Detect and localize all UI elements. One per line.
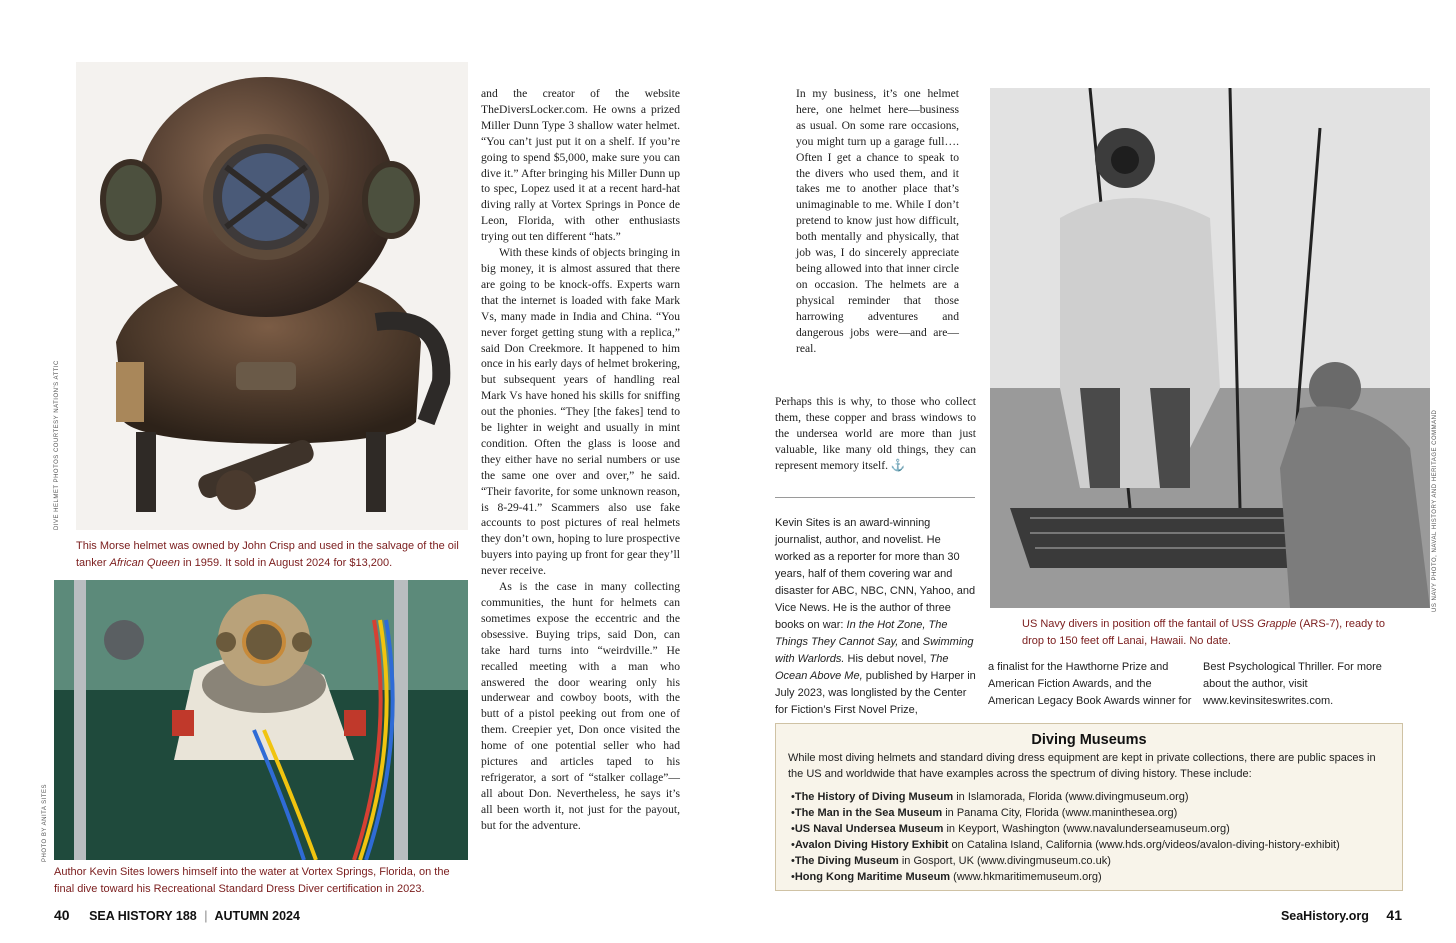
left-footer bbox=[54, 907, 300, 923]
navy-divers-illustration bbox=[990, 88, 1430, 608]
author-bio-col3: Best Psychological Thriller. For more about the author, visit www.kevinsiteswrites.com. bbox=[1203, 661, 1382, 707]
author-dive-illustration bbox=[54, 580, 468, 860]
helmet-quote: In my business, it’s one helmet here, one helmet here—business as usual. On some rare occasions, you might turn up a garage full…. Often I get a chance to speak to the divers who used them, and it takes me to another place that’s unimaginable to me. While I don’t pretend to know just how difficult, both mentally and physically, that job was, I do sincerely appreciate being allowed into that inner circle on occasion. The helmets are a physical reminder that those harrowing adventures and dangerous jobs were—and are—real. bbox=[796, 87, 959, 355]
museum-item: •The Man in the Sea Museum in Panama City, Florida (www.maninthesea.org) bbox=[791, 807, 1178, 819]
photo3-credit: US NAVY PHOTO, NAVAL HISTORY AND HERITAGE COMMAND bbox=[1432, 409, 1438, 612]
anchor-icon: ⚓ bbox=[890, 458, 906, 472]
photo1-credit: DIVE HELMET PHOTOS COURTESY NATION'S ATTIC bbox=[54, 360, 60, 530]
author-bio-col2: a finalist for the Hawthorne Prize and American Fiction Awards, and the American Legacy Book Awards winner for bbox=[988, 661, 1192, 707]
museums-title: Diving Museums bbox=[1031, 732, 1147, 748]
photo2-caption: Author Kevin Sites lowers himself into the water at Vortex Springs, Florida, on the final dive toward his Recreational Standard Dress Diver certification in 2023. bbox=[54, 866, 450, 895]
article-paragraph: As is the case in many collecting communities, the hunt for helmets can sometimes expose the eccentric and the obsessive. Buying trips, said Don, can take hard turns into “weirdville.” He recalled meeting with a man who answered the door wearing only his underwear and cowboy boots, with the butt of a pistol peeking out from one of them. Creepier yet, Don once visited the home of one potential seller who had pictures and articles taped to his refrigerator, a sort of “stalker collage”—all about Don. Nevertheless, he says it’s all been worth it, not just for the payout, but for the adventure. bbox=[481, 580, 680, 832]
closing-paragraph: Perhaps this is why, to those who collect them, these copper and brass windows to the undersea world are more than just valuable, like many old things, they can represent memory itself. ⚓ bbox=[775, 395, 976, 472]
museum-item: •US Naval Undersea Museum in Keyport, Washington (www.navalunderseamuseum.org) bbox=[791, 823, 1230, 835]
article-paragraph: With these kinds of objects bringing in big money, it is almost assured that there are going to be knock-offs. Experts warn that the internet is loaded with fake Mark Vs, many made in India and China. “You never forget getting stung with a replica,” said Don Creekmore. It happened to him once in his early days of helmet brokering, but subsequent years of handling real Mark Vs have honed his skills for sniffing out the phonies. “They [the fakes] tend to be lighter in weight and usually in mint condition. Often the glass is loose and they either have no serial numbers or use the same one over and over,” he said. “Their favorite, for some unknown reason, is 8-29-41.” Scammers also use fake accounts to post pictures of real helmets they don’t own, hoping to lure prospective buyers into paying up front for gear they’ll never receive. bbox=[481, 246, 680, 578]
page-number: 40 bbox=[54, 907, 70, 923]
left-article-column bbox=[481, 86, 680, 834]
photo3-caption: US Navy divers in position off the fantail of USS Grapple (ARS-7), ready to drop to 150 feet off Lanai, Hawaii. No date. bbox=[1022, 618, 1385, 647]
museum-item: •The Diving Museum in Gosport, UK (www.divingmuseum.co.uk) bbox=[791, 855, 1111, 867]
footer-divider: | bbox=[204, 909, 208, 923]
site-url: SeaHistory.org bbox=[1280, 909, 1369, 923]
navy-divers-photo bbox=[990, 88, 1430, 608]
photo1-caption: This Morse helmet was owned by John Crisp and used in the salvage of the oil tanker African Queen in 1959. It sold in August 2024 for $13,200. bbox=[76, 540, 459, 569]
right-footer bbox=[1270, 907, 1402, 923]
morse-helmet-illustration bbox=[76, 62, 468, 530]
magazine-title: SEA HISTORY 188 bbox=[89, 909, 197, 923]
author-bio-col1: Kevin Sites is an award-winning journalist, author, and novelist. He worked as a reporter for more than 30 years, half of them covering war and disaster for ABC, NBC, CNN, Yahoo, and Vice News. He is the author of three books on war: In the Hot Zone, The Things They Cannot Say, and Swimming with Warlords. His debut novel, The Ocean Above Me, published by Harper in July 2023, was longlisted by the Center for Fiction’s First Novel Prize, bbox=[775, 517, 976, 716]
bio-divider bbox=[775, 497, 975, 498]
issue-label: AUTUMN 2024 bbox=[214, 909, 300, 923]
author-dive-photo bbox=[54, 580, 468, 860]
museums-intro: While most diving helmets and standard diving dress equipment are kept in private collections, there are public spaces in the US and worldwide that have examples across the spectrum of diving history. These include: bbox=[788, 752, 1376, 780]
photo2-credit: PHOTO BY ANITA SITES bbox=[42, 783, 48, 862]
museum-item: •The History of Diving Museum in Islamorada, Florida (www.divingmuseum.org) bbox=[791, 791, 1189, 803]
museums-list bbox=[791, 789, 1402, 885]
page-number: 41 bbox=[1386, 907, 1402, 923]
diving-museums-box bbox=[775, 723, 1403, 891]
museum-item: •Hong Kong Maritime Museum (www.hkmaritimemuseum.org) bbox=[791, 871, 1102, 883]
morse-helmet-photo bbox=[76, 62, 468, 530]
museum-item: •Avalon Diving History Exhibit on Catalina Island, California (www.hds.org/videos/avalon-diving-history-exhibit) bbox=[791, 839, 1340, 851]
article-paragraph: and the creator of the website TheDiversLocker.com. He owns a prized Miller Dunn Type 3 shallow water helmet. “You can’t just put it on a shelf. If you’re going to spend $5,000, make sure you can dive it.” After bringing his Miller Dunn up to spec, Lopez used it at a recent hard-hat diving rally at Vortex Springs in Ponce de Leon, Florida, with other enthusiasts trying out ten different “hats.” bbox=[481, 87, 680, 244]
